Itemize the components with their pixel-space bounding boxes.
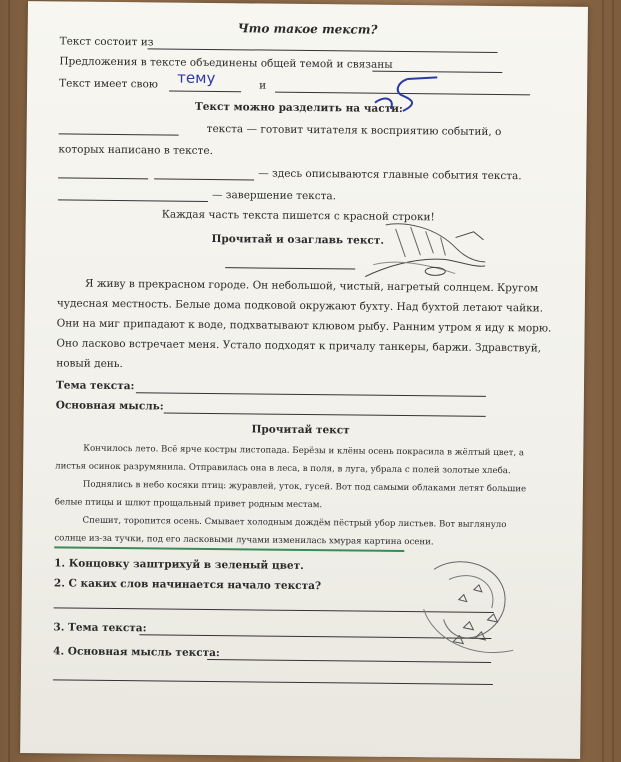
part2-desc: — здесь описываются главные события текста. [258, 167, 522, 183]
part1-desc: текста — готовит читателя к восприятию событий, о [206, 122, 502, 139]
mysl-answer-line[interactable] [164, 413, 486, 417]
text2-line-ending: солнце из-за тучки, под его ласковыми лучами изменилась хмурая картина осени. [54, 533, 434, 548]
task-1: 1. Концовку заштрихуй в зеленый цвет. [54, 557, 304, 572]
tema-answer-line[interactable] [136, 392, 486, 397]
part3-desc: — завершение текста. [211, 189, 337, 203]
text1-mysl-label: Основная мысль: [55, 399, 164, 413]
task-read-title: Прочитай и озаглавь текст. [211, 233, 385, 247]
wood-grain [602, 0, 604, 762]
conjunction-and: и [259, 79, 267, 92]
answer-line[interactable] [58, 199, 208, 202]
text1-line: чудесная местность. Белые дома подковой окружают бухту. Над бухтой летают чайки. [56, 297, 544, 315]
line-text-has: Текст имеет свою [59, 77, 159, 91]
answer-line[interactable] [59, 133, 179, 135]
text1-line: новый день. [56, 357, 123, 371]
autumn-wind-illustration [413, 549, 524, 674]
part1-desc-cont: которых написано в тексте. [58, 143, 214, 158]
answer-line[interactable] [154, 178, 254, 180]
text2-line: Спешит, торопится осень. Смывает холодным дождём пёстрый убор листьев. Вот выглянуло [82, 515, 507, 531]
text1-tema-label: Тема текста: [55, 379, 135, 393]
task4-answer-line-2[interactable] [53, 679, 493, 685]
text1-line: Я живу в прекрасном городе. Он небольшой, чистый, нагретый солнцем. Кругом [84, 277, 539, 295]
parts-heading: Текст можно разделить на части: [194, 100, 403, 115]
line-sentences-joined: Предложения в тексте объединены общей темой и связаны [59, 55, 393, 71]
answer-line[interactable] [148, 48, 498, 53]
task-4: 4. Основная мысль текста: [53, 645, 220, 660]
text2-line: Кончилось лето. Всё ярче костры листопада. Берёзы и клёны осень покрасила в жёлтый цвет, а [83, 443, 525, 459]
wood-grain [8, 0, 10, 762]
answer-line[interactable] [58, 177, 148, 179]
text2-line: листья осинок разрумянила. Отправилась она в леса, в поля, в луга, убрала с полей золотые хлеба. [55, 461, 511, 477]
seaside-illustration [365, 217, 486, 284]
answer-line[interactable] [169, 91, 241, 93]
text2-heading: Прочитай текст [251, 423, 350, 437]
task-3: 3. Тема текста: [53, 621, 147, 635]
handwritten-answer: тему [177, 68, 216, 88]
text1-line: Они на миг припадают к воде, подхватывают клювом рыбу. Ранним утром я иду к морю. [56, 317, 552, 335]
text1-line: Оно ласково встречает меня. Устало подходят к причалу танкеры, баржи. Здравствуй, [56, 337, 542, 355]
text2-line: Поднялись в небо косяки птиц: журавлей, уток, гусей. Вот под самыми облаками летят большие [82, 479, 527, 495]
red-line-note: Каждая часть текста пишется с красной строки! [161, 208, 435, 224]
green-underline [54, 546, 404, 552]
wood-grain [612, 0, 614, 762]
worksheet-paper [20, 1, 588, 759]
text2-line: белые птицы и шлют прощальный привет родным местам. [54, 497, 323, 511]
title-answer-line[interactable] [225, 267, 355, 269]
task-2: 2. С каких слов начинается начало текста? [53, 577, 322, 593]
worksheet-title: Что такое текст? [237, 21, 378, 37]
line-text-consists: Текст состоит из [59, 35, 154, 49]
